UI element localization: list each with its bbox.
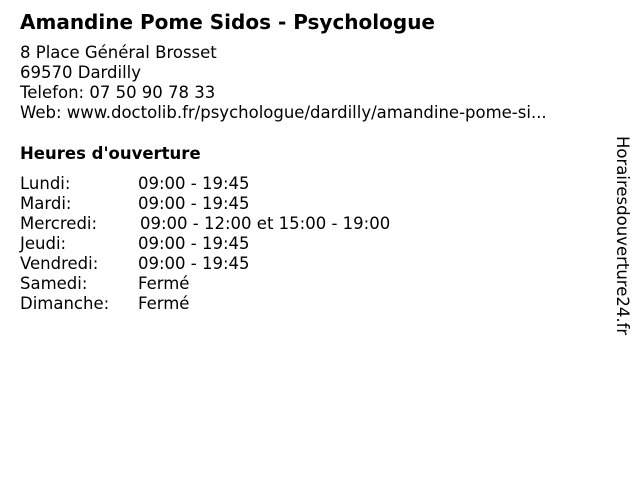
- day-label: Vendredi:: [20, 254, 99, 273]
- day-label: Mardi:: [20, 194, 72, 213]
- hours-heading: Heures d'ouverture: [20, 144, 201, 163]
- site-brand-watermark: Horairesdouverture24.fr: [613, 136, 632, 336]
- time-value: 09:00 - 12:00 et 15:00 - 19:00: [140, 214, 391, 233]
- day-label: Dimanche:: [20, 294, 110, 313]
- day-label: Mercredi:: [20, 214, 98, 233]
- time-value: 09:00 - 19:45: [138, 194, 250, 213]
- time-value: 09:00 - 19:45: [138, 254, 250, 273]
- day-label: Samedi:: [20, 274, 88, 293]
- city-postal: 69570 Dardilly: [20, 63, 142, 82]
- page-title: Amandine Pome Sidos - Psychologue: [20, 10, 435, 34]
- phone-number: Telefon: 07 50 90 78 33: [20, 83, 216, 102]
- address-block: [20, 43, 547, 123]
- day-label: Lundi:: [20, 174, 71, 193]
- street-address: 8 Place Général Brosset: [20, 43, 217, 62]
- time-value: Fermé: [138, 274, 190, 293]
- time-value: 09:00 - 19:45: [138, 174, 250, 193]
- time-value: 09:00 - 19:45: [138, 234, 250, 253]
- day-label: Jeudi:: [20, 234, 67, 253]
- website-link: Web: www.doctolib.fr/psychologue/dardilly/amandine-pome-si...: [20, 103, 547, 122]
- time-value: Fermé: [138, 294, 190, 313]
